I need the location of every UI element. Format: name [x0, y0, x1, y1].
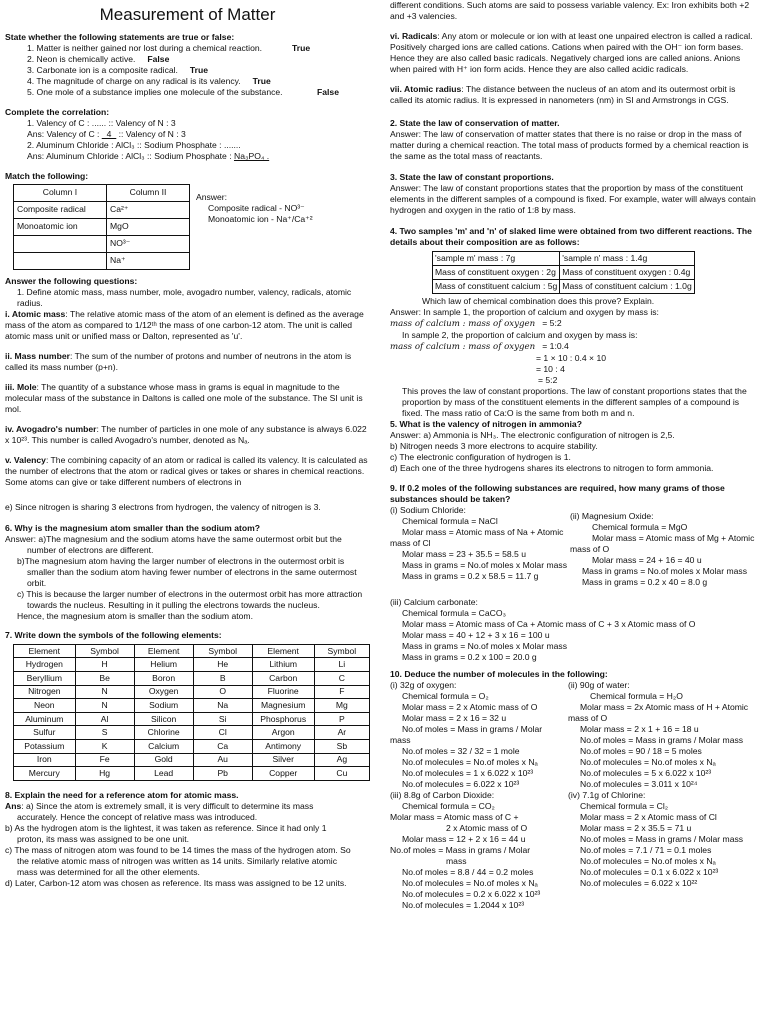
q10-water: (ii) 90g of water: Chemical formula = H₂O Molar mass = 2x Atomic mass of H + Atomic mass of O Molar mass = 2 x 1 + 16 = 18 u No.of moles = Mass in grams / Molar mass No.of moles = 90 / 18 = 5 moles No.of molecules = No.of moles x Nₐ No.of molecules = 5 x 6.022 x 10²³ No.of molecules = 3.011 x 10²⁴: [568, 680, 749, 789]
q4-heading: 4. Two samples 'm' and 'n' of slaked lime were obtained from two different reactions. The details about their composition are as follows:: [390, 226, 752, 247]
q10-heading: 10. Deduce the number of molecules in the following:: [390, 669, 608, 679]
q5-e: e) Since nitrogen is sharing 3 electrons from hydrogen, the valency of nitrogen is 3.: [5, 501, 321, 512]
q9-magnesium-oxide: (ii) Magnesium Oxide: Chemical formula = MgO Molar mass = Atomic mass of Mg + Atomic mass of O Molar mass = 24 + 16 = 40 u Mass in grams = No.of moles x Molar mass Mass in grams = 0.2 x 40 = 8.0 g: [570, 511, 755, 587]
def-valency: v. Valency: The combining capacity of an atom or radical is called its valency. It is calculated as the number of electrons that the atom or radical gives or takes or shares in chemical reactions. Some atoms can give or take different numbers of electrons in: [5, 454, 368, 487]
q9-calcium-carbonate: (iii) Calcium carbonate: Chemical formula = CaCO₃ Molar mass = Atomic mass of Ca + Atomic mass of C + 3 x Atomic mass of O Molar mass = 40 + 12 + 3 x 16 = 100 u Mass in grams = No.of moles x Molar mass Mass in grams = 0.2 x 100 = 20.0 g: [390, 597, 696, 662]
q8-heading: 8. Explain the need for a reference atom for atomic mass.: [5, 789, 239, 800]
q6-a: Answer: a)The magnesium and the sodium atoms have the same outermost orbit but the: [5, 533, 342, 544]
q9-sodium-chloride: (i) Sodium Chloride: Chemical formula = NaCl Molar mass = Atomic mass of Na + Atomic mass of Cl Molar mass = 23 + 35.5 = 58.5 u Mass in grams = No.of moles x Molar mass Mass in grams = 0.2 x 58.5 = 11.7 g: [390, 505, 567, 581]
q8-d: d) Later, Carbon-12 atom was chosen as reference. Its mass was assigned to be 12 units.: [5, 877, 347, 888]
def-avogadro: iv. Avogadro's number: The number of particles in one mole of any substance is always 6.022 x 10²³. This number is called Avogadro's number, denoted as Nₐ.: [5, 423, 367, 445]
corr-q2: 2. Aluminum Chloride : AlCl₃ :: Sodium Phosphate : .......: [27, 139, 241, 150]
def-atomic-mass: i. Atomic mass: The relative atomic mass of the atom of an element is defined as the average mass of the atom as compared to 1/12ᵗʰ the mass of one carbon-12 atom. The unit is called atomic mass unit or unified mass or Dalton, represented as 'u'.: [5, 308, 364, 341]
tf-list: [5, 43, 370, 98]
tf-item: 2. Neon is chemically active. False: [27, 53, 170, 64]
q6-heading: 6. Why is the magnesium atom smaller than the sodium atom?: [5, 522, 260, 533]
q8-c3: mass was determined for all the other elements.: [17, 866, 200, 877]
q8-c: c) The mass of nitrogen atom was found to be 14 times the mass of the hydrogen atom. So: [5, 844, 351, 855]
match-heading: Match the following:: [5, 170, 89, 181]
q4-m1: mass of calcium : mass of oxygen = 5:2: [390, 318, 562, 329]
q4-m2: mass of calcium : mass of oxygen = 1:0.4: [390, 341, 569, 352]
q3-heading: 3. State the law of constant proportions.: [390, 172, 554, 182]
tf-item: 3. Carbonate ion is a composite radical. True: [27, 64, 209, 75]
def-mole: iii. Mole: The quantity of a substance whose mass in grams is equal in magnitude to the molecular mass of the substance in Daltons is called one mole of the substance. The SI unit is mol.: [5, 381, 363, 414]
q6-d: Hence, the magnesium atom is smaller than the sodium atom.: [17, 610, 253, 621]
corr-a1: Ans: Valency of C : _4_ :: Valency of N : 3: [27, 128, 186, 139]
tf-item: 4. The magnitude of charge on any radical is its valency. True: [27, 75, 271, 86]
corr-q1: 1. Valency of C : ...... :: Valency of N : 3: [27, 117, 176, 128]
q3-answer: Answer: The law of constant proportions states that the proportion by mass of the constituent elements in the different samples of a compound is fixed. For example, water will always contain hydrogen and oxygen in the ratio of 1:8 by mass.: [390, 183, 756, 215]
q5-a: Answer: a) Ammonia is NH₃. The electronic configuration of nitrogen is 2,5.: [390, 430, 675, 440]
match-section: [5, 184, 370, 270]
q8-a: Ans: a) Since the atom is extremely small, it is very difficult to determine its mass: [5, 800, 314, 811]
match-table: Column I Column II Composite radical Ca²⁺ Monoatomic ion MgO NO³⁻ Na⁺: [13, 184, 190, 270]
page-title: Measurement of Matter: [99, 5, 276, 24]
tf-item: 1. Matter is neither gained nor lost during a chemical reaction. True: [27, 42, 311, 53]
q8-b2: proton, its mass was assigned to be one unit.: [17, 833, 189, 844]
match-answer: Answer: Composite radical - NO³⁻ Monoatomic ion - Na⁺/Ca⁺²: [196, 191, 313, 224]
q4-m2-l4: = 5:2: [538, 375, 558, 385]
q4-m2-l3: = 10 : 4: [536, 364, 565, 374]
q6-b: b)The magnesium atom having the larger number of electrons in the outermost orbit is smaller than the sodium atom having fewer number of electrons in the same outermost orbit.: [17, 555, 357, 588]
right-column: [390, 0, 760, 911]
q4-a1: Answer: In sample 1, the proportion of calcium and oxygen by mass is:: [390, 307, 659, 317]
q8-b: b) As the hydrogen atom is the lightest, it was taken as reference. Since it had only 1: [5, 822, 327, 833]
tf-heading: State whether the following statements are true or false:: [5, 31, 235, 42]
q10-oxygen: (i) 32g of oxygen: Chemical formula = O₂ Molar mass = 2 x Atomic mass of O Molar mass = 2 x 16 = 32 u No.of moles = Mass in grams / Molar mass No.of moles = 32 / 32 = 1 mole No.of molecules = No.of moles x Nₐ No.of molecules = 1 x 6.022 x 10²³ No.of molecules = 6.022 x 10²³: [390, 680, 543, 789]
q10-pair-2: [390, 790, 760, 911]
q8-a2: accurately. Hence the concept of relative mass was introduced.: [17, 811, 258, 822]
q2-heading: 2. State the law of conservation of matter.: [390, 118, 560, 128]
q6-c: c) This is because the larger number of electrons in the outermost orbit has more attraction towards the nucleus. Resulting in it pulling the electrons towards the nucleus.: [17, 588, 363, 610]
aq-q1: 1. Define atomic mass, mass number, mole, avogadro number, valency, radicals, atomic radius.: [17, 286, 352, 308]
q4-question: Which law of chemical combination does this prove? Explain.: [422, 296, 655, 306]
q7-heading: 7. Write down the symbols of the following elements:: [5, 629, 222, 640]
q2-answer: Answer: The law of conservation of matter states that there is no raise or drop in the mass of matter during a chemical reaction. The total mass of products formed by a chemical reaction is the same as the total mass of reactants.: [390, 129, 749, 161]
q5-heading: 5. What is the valency of nitrogen in ammonia?: [390, 419, 582, 429]
corr-a2: Ans: Aluminum Chloride : AlCl₃ :: Sodium Phosphate : Na₃PO₄ .: [27, 150, 270, 161]
def-atomic-radius: vii. Atomic radius: The distance between the nucleus of an atom and its outermost orbit is called its atomic radius. It is expressed in nanometers (nm) in SI and Armstrongs in CGS.: [390, 84, 736, 105]
def-radicals: vi. Radicals: Any atom or molecule or ion with at least one unpaired electron is called a radical. Positively charged ions are called cations. Cations when paired with the OH⁻ ion form bases. Hence they are also called basic radicals. Negatively charged ions are called anions. Anions when paired with H⁺ ion form acids. Hence they are also called acidic radicals.: [390, 31, 753, 74]
q10-pair-1: [390, 680, 760, 790]
aq-heading: Answer the following questions:: [5, 275, 138, 286]
q4-m2-l2: = 1 × 10 : 0.4 × 10: [536, 353, 607, 363]
tf-item: 5. One mole of a substance implies one molecule of the substance. False: [27, 86, 339, 97]
left-column: [5, 0, 370, 889]
def-mass-number: ii. Mass number: The sum of the number of protons and number of neutrons in the atom is called its mass number (p+n).: [5, 350, 352, 372]
q10-chlorine: (iv) 7.1g of Chlorine: Chemical formula = Cl₂ Molar mass = 2 x Atomic mass of Cl Molar mass = 2 x 35.5 = 71 u No.of moles = Mass in grams / Molar mass No.of moles = 7.1 / 71 = 0.1 moles No.of molecules = No.of moles x Nₐ No.of molecules = 0.1 x 6.022 x 10²³ No.of molecules = 6.022 x 10²²: [568, 790, 744, 888]
q9-heading: 9. If 0.2 moles of the following substances are required, how many grams of those substances should be taken?: [390, 483, 725, 504]
q5-b: b) Nitrogen needs 3 more electrons to acquire stability.: [390, 441, 598, 451]
q4-conclusion: This proves the law of constant proportions. The law of constant proportions states that the proportion by mass of the constituent elements in the different samples of a compound is fixed. The mass ratio of Ca:O is the same from both m and n.: [402, 386, 747, 418]
q4-a2: In sample 2, the proportion of calcium and oxygen by mass is:: [402, 330, 638, 340]
samples-table: 'sample m' mass : 7g 'sample n' mass : 1.4g Mass of constituent oxygen : 2g Mass of constituent oxygen : 0.4g Mass of constituent calcium : 5g Mass of constituent calcium : 1.0g: [432, 251, 695, 294]
q5-d: d) Each one of the three hydrogens shares its electrons to nitrogen to form ammonia.: [390, 463, 714, 473]
valency-continued: different conditions. Such atoms are said to possess variable valency. Ex: Iron exhibits both +2 and +3 valencies.: [390, 0, 750, 21]
q10-carbon-dioxide: (iii) 8.8g of Carbon Dioxide: Chemical formula = CO₂ Molar mass = Atomic mass of C + 2 x Atomic mass of O Molar mass = 12 + 2 x 16 = 44 u No.of moles = Mass in grams / Molar mass No.of moles = 8.8 / 44 = 0.2 moles No.of molecules = No.of moles x Nₐ No.of molecules = 0.2 x 6.022 x 10²³ No.of molecules = 1.2044 x 10²³: [390, 790, 541, 910]
symbols-table: Element Symbol Element Symbol Element Symbol Hydrogen H Helium He Lithium Li Beryllium Be Boron B Carbon C Nitrogen N Oxygen O Fluorine F Neon N Sodium Na Magnesium Mg Aluminum Al Silicon Si Phosphorus P Sulfur S Chlorine Cl Argon Ar Potassium K Calcium Ca Antimony Sb Iron Fe Gold Au Silver Ag Mercury Hg Lead Pb Copper Cu: [13, 644, 370, 781]
q6-a2: number of electrons are different.: [27, 544, 154, 555]
q9-pair: [390, 505, 760, 588]
q8-c2: the relative atomic mass of nitrogen was written as 14 units. Similarly relative atomic: [17, 855, 338, 866]
q5-c: c) The electronic configuration of hydrogen is 1.: [390, 452, 571, 462]
corr-heading: Complete the correlation:: [5, 106, 110, 117]
